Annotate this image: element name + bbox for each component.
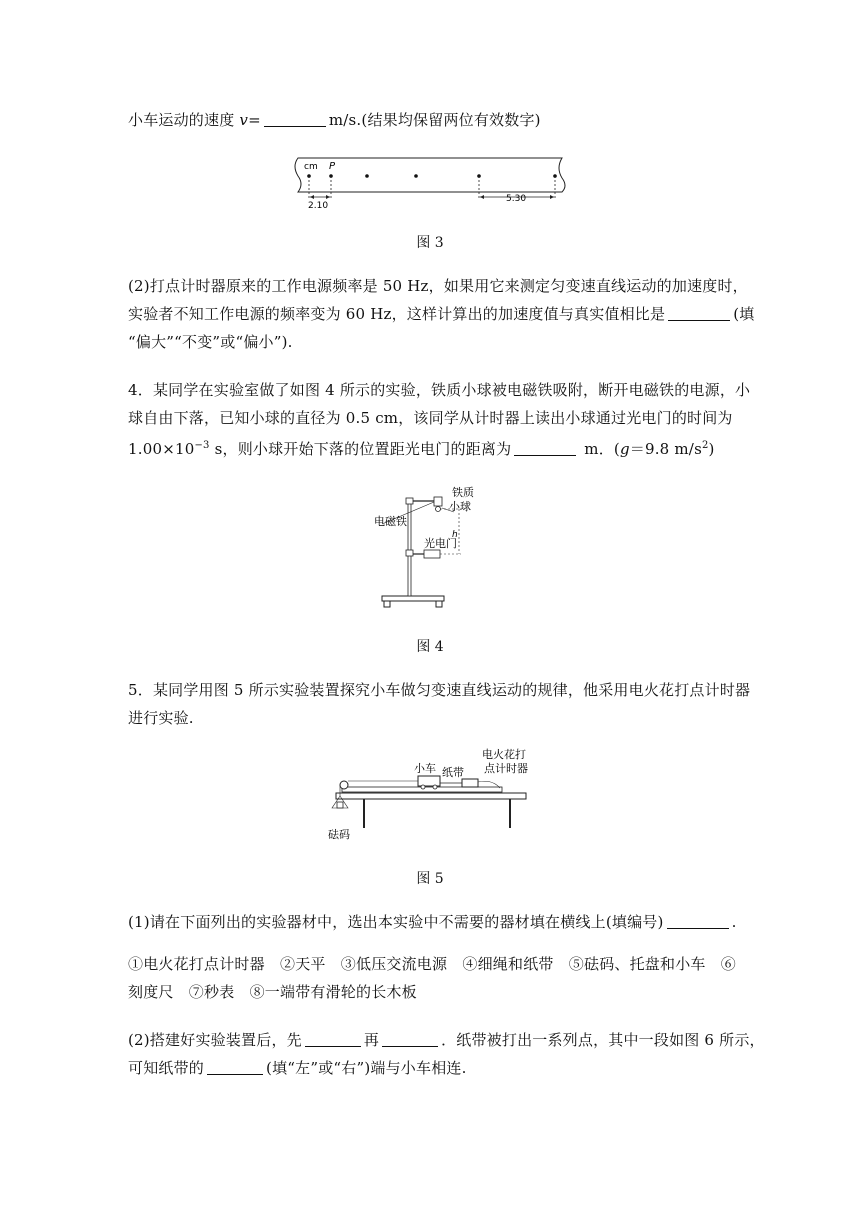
question-4 [128,376,751,463]
q5-part1-text: (1)请在下面列出的实验器材中，选出本实验中不需要的器材填在横线上(填编号) [128,913,664,931]
label-iron-ball-1: 铁质 [452,486,474,499]
speed-prefix: 小车运动的速度 [128,111,235,129]
figure-3-paper-tape [290,154,572,210]
q5-part2-line2 [128,1054,738,1082]
answer-blank-distance[interactable] [514,439,576,456]
q4-time-exponent: −3 [194,440,210,451]
cart-body [418,776,440,786]
q3-part2-line3: “偏大”“不变”或“偏小”). [128,333,293,351]
q4-g-value: ＝9.8 m/s [629,440,702,458]
q3-part2 [128,272,755,356]
answer-blank-second-step[interactable] [382,1030,438,1047]
figure-3-caption: 图 3 [416,235,444,251]
label-electromagnet: 电磁铁 [374,515,407,528]
answer-blank-acceleration[interactable] [668,304,730,321]
q3-part2-line2-tail: (填 [733,305,755,323]
height-h-label: h [452,530,458,540]
q5-part2-line1 [128,1026,765,1054]
photogate-block [424,550,440,558]
q5-part1-question [128,908,738,936]
figure-4-free-fall-setup [368,484,502,612]
label-photogate: 光电门 [424,537,457,550]
q4-line1: 4．某同学在实验室做了如图 4 所示的实验，铁质小球被电磁铁吸附，断开电磁铁的电源，小 [128,381,751,399]
figure-5-cart-setup [322,746,532,842]
label-timer-1: 电火花打 [482,748,526,761]
q4-g-exponent: 2 [701,440,709,451]
answer-blank-first-step[interactable] [305,1030,361,1047]
figure-5-caption: 图 5 [416,871,444,887]
tape-dot-4 [414,174,418,178]
q4-close-paren: ) [708,440,715,458]
q3-part2-line2 [128,300,755,328]
answer-blank-speed[interactable] [264,110,326,127]
tape-point-p-label: P [329,161,336,172]
q5-part2-text-d: 可知纸带的 [128,1059,205,1077]
q3-part2-line1: (2)打点计时器原来的工作电源频率是 50 Hz，如果用它来测定匀变速直线运动的加速度时， [128,277,748,295]
q5-part2-text-e: (填“左”或“右”)端与小车相连. [266,1059,467,1077]
q5-part2 [128,1026,765,1082]
question-5 [128,676,751,732]
weight-block [337,802,343,808]
q5-line2: 进行实验. [128,709,194,727]
speed-suffix: m/s.(结果均保留两位有效数字) [328,111,541,129]
tape-distance-left: 2.10 [308,201,329,210]
equipment-list-line2: 刻度尺 ⑦秒表 ⑧一端带有滑轮的长木板 [128,983,417,1001]
label-iron-ball-2: 小球 [449,500,471,513]
q5-part2-text-a: (2)搭建好实验装置后，先 [128,1031,302,1049]
tape-unit-label: cm [304,162,318,172]
spark-timer [462,779,478,787]
answer-blank-tape-end[interactable] [207,1058,263,1075]
speed-equals: = [248,111,261,129]
tape-dot-3 [365,174,369,178]
speed-variable: v [239,111,249,129]
q5-part1-line1 [128,908,738,936]
label-cart: 小车 [414,762,436,775]
label-tape: 纸带 [442,766,464,779]
tape-distance-right: 5.30 [506,194,527,204]
equipment-list-line1: ①电火花打点计时器 ②天平 ③低压交流电源 ④细绳和纸带 ⑤砝码、托盘和小车 ⑥ [128,955,737,973]
q3-speed-line [128,106,738,134]
q4-time-mantissa: 1.00×10 [128,440,195,458]
pulley [340,781,348,789]
answer-blank-equipment[interactable] [667,912,729,929]
q4-line3 [128,432,738,463]
electromagnet-block [434,497,442,506]
iron-ball [436,507,441,512]
q4-line3-unit: m．( [579,440,620,458]
figure-4-caption: 图 4 [416,639,444,655]
q3-part2-line2-text: 实验者不知工作电源的频率变为 60 Hz，这样计算出的加速度值与真实值相比是 [128,305,666,323]
q4-line2: 球自由下落，已知小球的直径为 0.5 cm，该同学从计时器上读出小球通过光电门的时间为 [128,409,733,427]
q5-part2-text-b: 再 [363,1031,380,1049]
q4-g-symbol: g [619,440,630,458]
label-timer-2: 点计时器 [484,762,528,775]
label-weight: 砝码 [328,828,350,841]
q4-line3-text: s，则小球开始下落的位置距光电门的距离为 [209,440,512,458]
q5-part2-text-c: ．纸带被打出一系列点，其中一段如图 6 所示， [441,1031,765,1049]
q5-equipment-list [128,950,738,1006]
q5-part1-period: . [731,913,737,931]
q5-line1: 5．某同学用图 5 所示实验装置探究小车做匀变速直线运动的规律，他采用电火花打点计时器 [128,681,751,699]
